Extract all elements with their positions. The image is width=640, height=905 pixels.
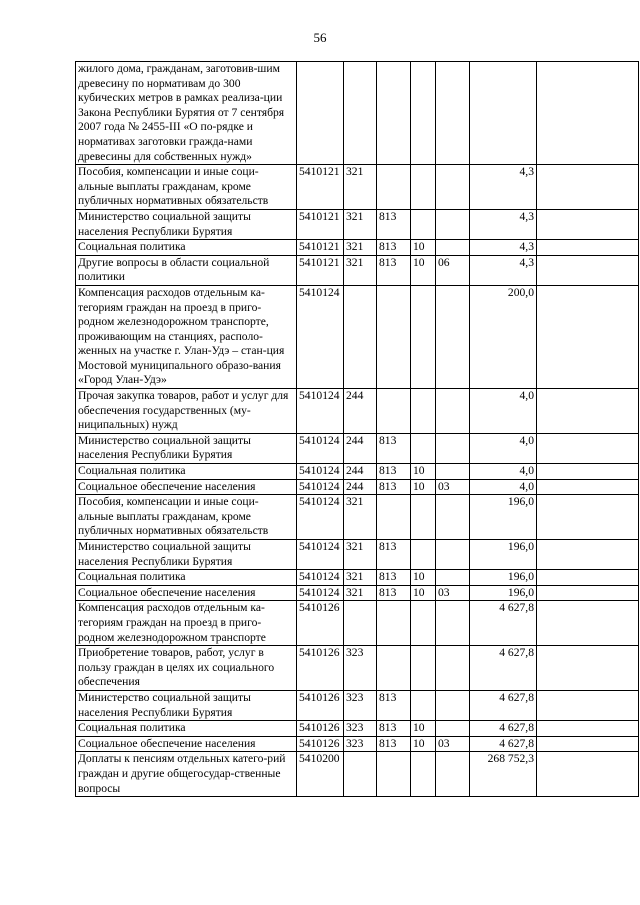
expense-type-cell: 321 [344,540,377,570]
table-row [76,736,639,752]
empty-cell [537,601,639,646]
administrator-code-cell: 813 [377,540,411,570]
amount-cell: 4,0 [470,389,537,434]
expense-type-cell: 321 [344,585,377,601]
administrator-code-cell [377,601,411,646]
expense-type-cell: 244 [344,464,377,480]
section-cell: 10 [411,721,436,737]
subsection-cell [436,389,470,434]
amount-cell: 4,3 [470,255,537,285]
target-article-cell: 5410121 [297,165,344,210]
target-article-cell: 5410124 [297,389,344,434]
subsection-cell: 03 [436,585,470,601]
section-cell [411,690,436,720]
expense-type-cell: 321 [344,495,377,540]
empty-cell [537,433,639,463]
amount-cell [470,62,537,165]
target-article-cell: 5410126 [297,690,344,720]
administrator-code-cell [377,165,411,210]
target-article-cell: 5410124 [297,495,344,540]
table-row [76,389,639,434]
table-row [76,62,639,165]
section-cell [411,646,436,691]
table-row [76,540,639,570]
expense-type-cell [344,601,377,646]
subsection-cell [436,240,470,256]
section-cell: 10 [411,255,436,285]
amount-cell: 196,0 [470,495,537,540]
amount-cell: 268 752,3 [470,752,537,797]
administrator-code-cell: 813 [377,585,411,601]
expense-type-cell: 244 [344,479,377,495]
amount-cell: 196,0 [470,570,537,586]
row-name-cell: Доплаты к пенсиям отдельных катего-рий граждан и другие общегосудар-ственные вопросы [76,752,297,797]
expense-type-cell [344,752,377,797]
target-article-cell: 5410121 [297,240,344,256]
row-name-cell: Социальная политика [76,570,297,586]
target-article-cell: 5410124 [297,479,344,495]
expense-type-cell: 321 [344,255,377,285]
administrator-code-cell [377,646,411,691]
subsection-cell: 06 [436,255,470,285]
expense-type-cell: 321 [344,570,377,586]
empty-cell [537,752,639,797]
table-row [76,285,639,388]
section-cell: 10 [411,585,436,601]
table-row [76,240,639,256]
empty-cell [537,464,639,480]
amount-cell: 4,0 [470,479,537,495]
expense-type-cell: 323 [344,690,377,720]
subsection-cell [436,464,470,480]
section-cell [411,601,436,646]
table-row [76,690,639,720]
empty-cell [537,479,639,495]
section-cell [411,389,436,434]
amount-cell: 4 627,8 [470,721,537,737]
target-article-cell: 5410200 [297,752,344,797]
target-article-cell: 5410124 [297,585,344,601]
empty-cell [537,285,639,388]
administrator-code-cell: 813 [377,255,411,285]
table-row [76,479,639,495]
table-row [76,255,639,285]
subsection-cell [436,690,470,720]
empty-cell [537,646,639,691]
row-name-cell: жилого дома, гражданам, заготовив-шим древесину по нормативам до 300 кубических метров в рамках реализа-ции Закона Республики Бурятия от 7 сентября 2007 года № 2455-III «О по-рядке и нормативах заготовки гражда-нами древесины для собственных нужд» [76,62,297,165]
row-name-cell: Пособия, компенсации и иные соци-альные выплаты гражданам, кроме публичных нормативных обязательств [76,495,297,540]
section-cell [411,209,436,239]
empty-cell [537,240,639,256]
target-article-cell: 5410124 [297,570,344,586]
empty-cell [537,585,639,601]
amount-cell: 200,0 [470,285,537,388]
amount-cell: 4 627,8 [470,646,537,691]
row-name-cell: Прочая закупка товаров, работ и услуг для обеспечения государственных (му-ниципальных) нужд [76,389,297,434]
subsection-cell [436,62,470,165]
administrator-code-cell: 813 [377,570,411,586]
administrator-code-cell: 813 [377,721,411,737]
subsection-cell [436,433,470,463]
subsection-cell [436,165,470,210]
expense-type-cell: 323 [344,646,377,691]
section-cell [411,540,436,570]
amount-cell: 4,3 [470,209,537,239]
table-row [76,570,639,586]
empty-cell [537,165,639,210]
table-row [76,433,639,463]
section-cell [411,495,436,540]
administrator-code-cell [377,285,411,388]
target-article-cell: 5410126 [297,721,344,737]
amount-cell: 196,0 [470,540,537,570]
amount-cell: 4,0 [470,433,537,463]
section-cell [411,285,436,388]
section-cell: 10 [411,464,436,480]
amount-cell: 4,3 [470,165,537,210]
row-name-cell: Министерство социальной защиты населения Республики Бурятия [76,209,297,239]
row-name-cell: Министерство социальной защиты населения Республики Бурятия [76,540,297,570]
expense-type-cell: 244 [344,389,377,434]
target-article-cell: 5410121 [297,209,344,239]
target-article-cell: 5410121 [297,255,344,285]
table-row [76,585,639,601]
target-article-cell: 5410126 [297,601,344,646]
subsection-cell: 03 [436,479,470,495]
section-cell: 10 [411,736,436,752]
section-cell [411,752,436,797]
administrator-code-cell: 813 [377,736,411,752]
table-row [76,464,639,480]
target-article-cell: 5410124 [297,464,344,480]
empty-cell [537,690,639,720]
row-name-cell: Министерство социальной защиты населения Республики Бурятия [76,690,297,720]
row-name-cell: Социальная политика [76,464,297,480]
row-name-cell: Другие вопросы в области социальной политики [76,255,297,285]
row-name-cell: Компенсация расходов отдельным ка-тегориям граждан на проезд в приго-родном железнодорожном транспорте, проживающим на станциях, располо-женных на участке г. Улан-Удэ – стан-ция Мостовой муниципального образо-вания «Город Улан-Удэ» [76,285,297,388]
row-name-cell: Приобретение товаров, работ, услуг в пользу граждан в целях их социального обеспечения [76,646,297,691]
subsection-cell [436,209,470,239]
row-name-cell: Социальное обеспечение населения [76,479,297,495]
administrator-code-cell [377,752,411,797]
budget-table-body [76,62,639,797]
expense-type-cell: 321 [344,209,377,239]
subsection-cell [436,540,470,570]
table-row [76,721,639,737]
empty-cell [537,570,639,586]
empty-cell [537,495,639,540]
subsection-cell: 03 [436,736,470,752]
target-article-cell: 5410126 [297,646,344,691]
section-cell [411,62,436,165]
administrator-code-cell [377,389,411,434]
target-article-cell: 5410124 [297,433,344,463]
table-row [76,209,639,239]
target-article-cell: 5410124 [297,285,344,388]
target-article-cell: 5410124 [297,540,344,570]
expense-type-cell [344,62,377,165]
table-row [76,495,639,540]
amount-cell: 196,0 [470,585,537,601]
section-cell: 10 [411,240,436,256]
budget-table [75,61,639,797]
subsection-cell [436,495,470,540]
target-article-cell [297,62,344,165]
subsection-cell [436,721,470,737]
administrator-code-cell: 813 [377,464,411,480]
amount-cell: 4,3 [470,240,537,256]
subsection-cell [436,285,470,388]
administrator-code-cell: 813 [377,433,411,463]
administrator-code-cell [377,495,411,540]
row-name-cell: Социальное обеспечение населения [76,736,297,752]
section-cell [411,433,436,463]
amount-cell: 4 627,8 [470,601,537,646]
table-row [76,752,639,797]
target-article-cell: 5410126 [297,736,344,752]
section-cell: 10 [411,479,436,495]
expense-type-cell: 244 [344,433,377,463]
administrator-code-cell: 813 [377,209,411,239]
subsection-cell [436,570,470,586]
subsection-cell [436,646,470,691]
row-name-cell: Пособия, компенсации и иные соци-альные выплаты гражданам, кроме публичных нормативных обязательств [76,165,297,210]
row-name-cell: Социальное обеспечение населения [76,585,297,601]
empty-cell [537,721,639,737]
table-row [76,165,639,210]
amount-cell: 4,0 [470,464,537,480]
section-cell: 10 [411,570,436,586]
empty-cell [537,62,639,165]
row-name-cell: Социальная политика [76,721,297,737]
table-row [76,646,639,691]
page-number: 56 [313,30,327,45]
empty-cell [537,540,639,570]
administrator-code-cell: 813 [377,479,411,495]
subsection-cell [436,601,470,646]
administrator-code-cell: 813 [377,240,411,256]
empty-cell [537,209,639,239]
amount-cell: 4 627,8 [470,736,537,752]
expense-type-cell: 323 [344,721,377,737]
expense-type-cell: 321 [344,165,377,210]
table-row [76,601,639,646]
row-name-cell: Министерство социальной защиты населения Республики Бурятия [76,433,297,463]
expense-type-cell [344,285,377,388]
empty-cell [537,389,639,434]
row-name-cell: Социальная политика [76,240,297,256]
administrator-code-cell [377,62,411,165]
section-cell [411,165,436,210]
subsection-cell [436,752,470,797]
row-name-cell: Компенсация расходов отдельным ка-тегориям граждан на проезд в приго-родном железнодорожном транспорте [76,601,297,646]
amount-cell: 4 627,8 [470,690,537,720]
expense-type-cell: 321 [344,240,377,256]
empty-cell [537,255,639,285]
empty-cell [537,736,639,752]
expense-type-cell: 323 [344,736,377,752]
administrator-code-cell: 813 [377,690,411,720]
